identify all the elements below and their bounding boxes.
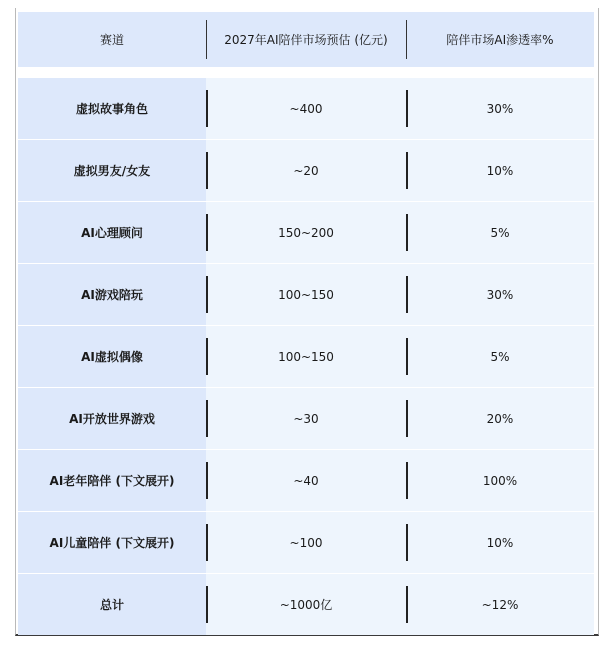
table-row [18, 140, 594, 202]
table-row [18, 388, 594, 450]
market-cell: ~1000亿 [206, 574, 406, 635]
market-table [18, 12, 594, 635]
market-cell: ~40 [206, 450, 406, 511]
table-row [18, 264, 594, 326]
rate-cell: 5% [406, 202, 594, 263]
market-cell: 150~200 [206, 202, 406, 263]
rate-cell: 5% [406, 326, 594, 387]
table-row [18, 450, 594, 512]
rate-cell: 20% [406, 388, 594, 449]
market-cell: ~100 [206, 512, 406, 573]
header-penetration-rate: 陪伴市场AI渗透率% [406, 12, 594, 67]
rate-cell: 10% [406, 140, 594, 201]
market-cell: ~30 [206, 388, 406, 449]
track-cell: AI儿童陪伴 (下文展开) [18, 512, 206, 573]
track-cell: AI开放世界游戏 [18, 388, 206, 449]
rate-cell: 100% [406, 450, 594, 511]
track-cell: AI老年陪伴 (下文展开) [18, 450, 206, 511]
track-cell: 总计 [18, 574, 206, 635]
rate-cell: 30% [406, 264, 594, 325]
table-header [18, 12, 594, 68]
market-cell: 100~150 [206, 326, 406, 387]
market-cell: ~400 [206, 78, 406, 139]
market-cell: ~20 [206, 140, 406, 201]
table-row [18, 78, 594, 140]
track-cell: AI心理顾问 [18, 202, 206, 263]
track-cell: 虚拟故事角色 [18, 78, 206, 139]
header-market-estimate: 2027年AI陪伴市场预估 (亿元) [206, 12, 406, 67]
rate-cell: 30% [406, 78, 594, 139]
table-row [18, 326, 594, 388]
market-cell: 100~150 [206, 264, 406, 325]
rate-cell: ~12% [406, 574, 594, 635]
track-cell: AI虚拟偶像 [18, 326, 206, 387]
table-row [18, 202, 594, 264]
table-row-total [18, 574, 594, 635]
track-cell: 虚拟男友/女友 [18, 140, 206, 201]
header-track: 赛道 [99, 33, 124, 47]
rate-cell: 10% [406, 512, 594, 573]
table-row [18, 512, 594, 574]
track-cell: AI游戏陪玩 [18, 264, 206, 325]
